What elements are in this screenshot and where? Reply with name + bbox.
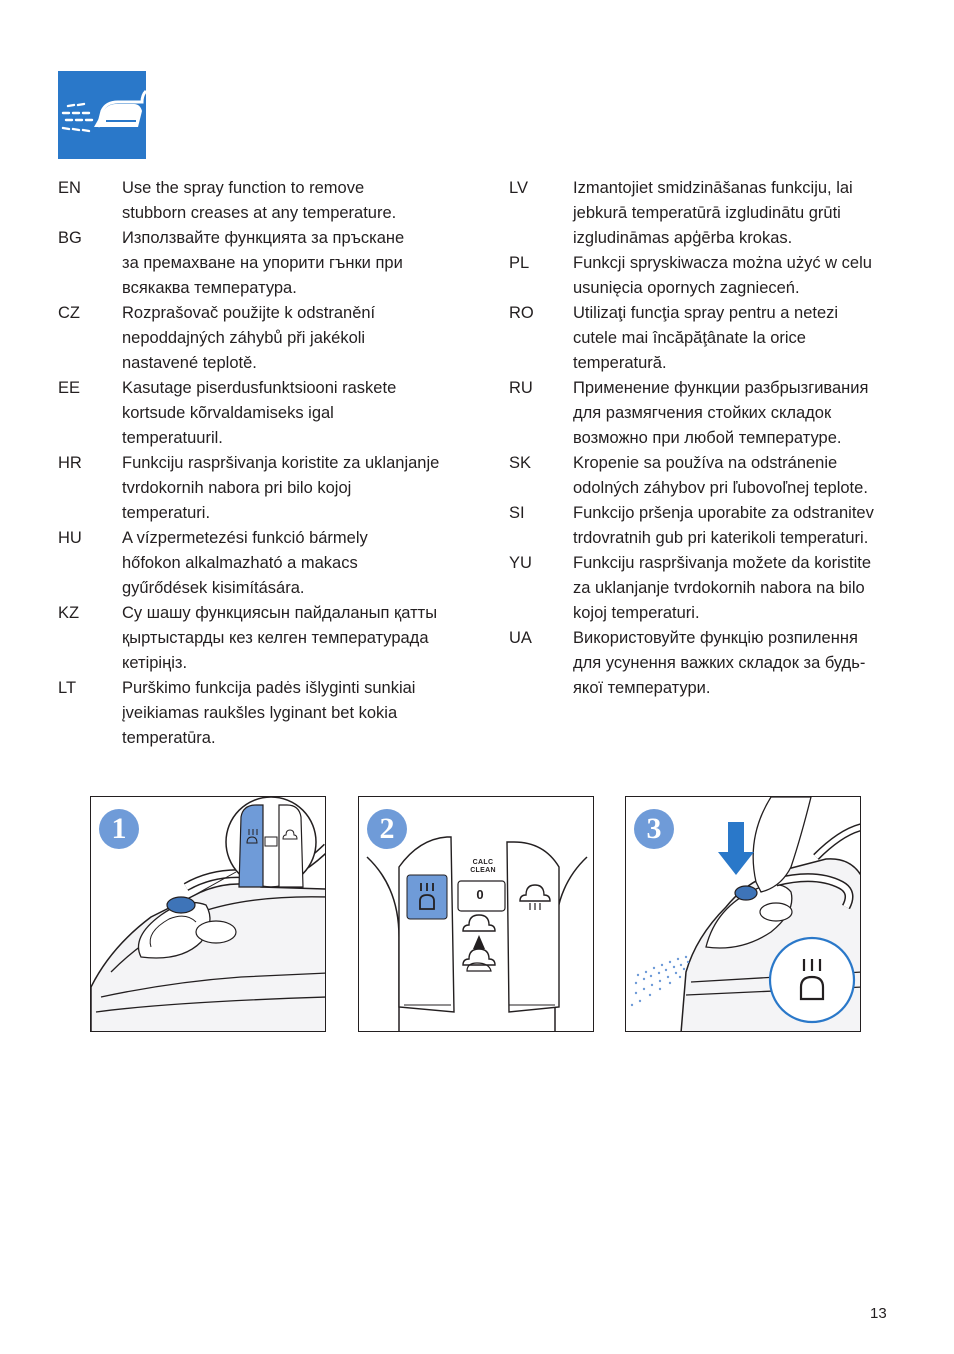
language-code: PL (509, 254, 530, 272)
instruction-text: Izmantojiet smidzināšanas funkciju, lai jebkurā temperatūrā izgludinātu grūti izgludināmas apģērba krokas. (573, 179, 853, 247)
language-code: HU (58, 529, 82, 547)
language-entry-hu (58, 526, 458, 601)
step-2-panel (358, 796, 594, 1032)
language-code: EE (58, 379, 81, 397)
instruction-text: Rozprašovač použijte k odstranění nepoddajných záhybů při jakékoli nastavené teplotě. (122, 304, 376, 372)
language-entry-ro (509, 301, 909, 376)
language-column-right (509, 176, 909, 701)
language-code: SI (509, 504, 525, 522)
language-entry-cz (58, 301, 458, 376)
calc-clean-label: CALC CLEAN (470, 859, 496, 874)
instruction-text: Використовуйте функцію розпилення для усунення важких складок за будь- якої температури. (573, 629, 866, 697)
language-code: EN (58, 179, 81, 197)
step-1-number: 1 (99, 809, 139, 849)
instruction-text: Funkciju raspršivanja možete da koristite za uklanjanje tvrdokornih nabora na bilo kojoj temperaturi. (573, 554, 872, 622)
language-entry-ru (509, 376, 909, 451)
language-code: UA (509, 629, 532, 647)
language-entry-pl (509, 251, 909, 301)
steam-spray-iron-icon (58, 71, 146, 159)
instruction-text: Kasutage piserdusfunktsiooni raskete kortsude kõrvaldamiseks igal temperatuuril. (122, 379, 397, 447)
language-entry-kz (58, 601, 458, 676)
language-entry-ua (509, 626, 909, 701)
language-entry-ee (58, 376, 458, 451)
instruction-text: Използвайте функцията за пръскане за премахване на упорити гънки при всякаква температура. (122, 229, 405, 297)
instruction-text: Funkciju raspršivanja koristite za uklanjanje tvrdokornih nabora pri bilo kojoj temperaturi. (122, 454, 440, 522)
language-entry-en (58, 176, 458, 226)
page-number: 13 (870, 1305, 887, 1322)
language-code: LV (509, 179, 528, 197)
language-entry-yu (509, 551, 909, 626)
language-code: RO (509, 304, 534, 322)
language-code: CZ (58, 304, 80, 322)
instruction-text: Funkcji spryskiwacza można użyć w celu usunięcia opornych zagnieceń. (573, 254, 872, 297)
step-2-number: 2 (367, 809, 407, 849)
language-code: RU (509, 379, 533, 397)
language-entry-lt (58, 676, 458, 751)
step-3-panel (625, 796, 861, 1032)
instruction-text: Kropenie sa používa na odstránenie odolných záhybov pri ľubovoľnej teplote. (573, 454, 868, 497)
language-entry-hr (58, 451, 458, 526)
language-entry-bg (58, 226, 458, 301)
language-code: YU (509, 554, 532, 572)
language-code: LT (58, 679, 77, 697)
step-1-panel (90, 796, 326, 1032)
language-column-left (58, 176, 458, 751)
instruction-text: Utilizaţi funcţia spray pentru a netezi cutele mai încăpăţânate la orice temperatură. (573, 304, 839, 372)
steam-dial-zero-label: 0 (476, 887, 484, 902)
language-code: KZ (58, 604, 80, 622)
language-code: HR (58, 454, 82, 472)
instruction-text: Применение функции разбрызгивания для размягчения стойких складок возможно при любой температуре. (573, 379, 869, 447)
language-entry-lv (509, 176, 909, 251)
instruction-text: A vízpermetezési funkció bármely hőfokon alkalmazható a makacs gyűrődések kisimítására. (122, 529, 368, 597)
language-code: SK (509, 454, 532, 472)
language-code: BG (58, 229, 82, 247)
instruction-text: Су шашу функциясын пайдаланып қатты қыртыстарды кез келген температурада кетіріңіз. (122, 604, 438, 672)
language-entry-sk (509, 451, 909, 501)
instruction-text: Funkcijo pršenja uporabite za odstranitev trdovratnih gub pri katerikoli temperaturi. (573, 504, 874, 547)
step-3-number: 3 (634, 809, 674, 849)
language-entry-si (509, 501, 909, 551)
instruction-text: Use the spray function to remove stubborn creases at any temperature. (122, 179, 397, 222)
instruction-text: Purškimo funkcija padės išlyginti sunkiai įveikiamas raukšles lyginant bet kokia temperatūra. (122, 679, 416, 747)
